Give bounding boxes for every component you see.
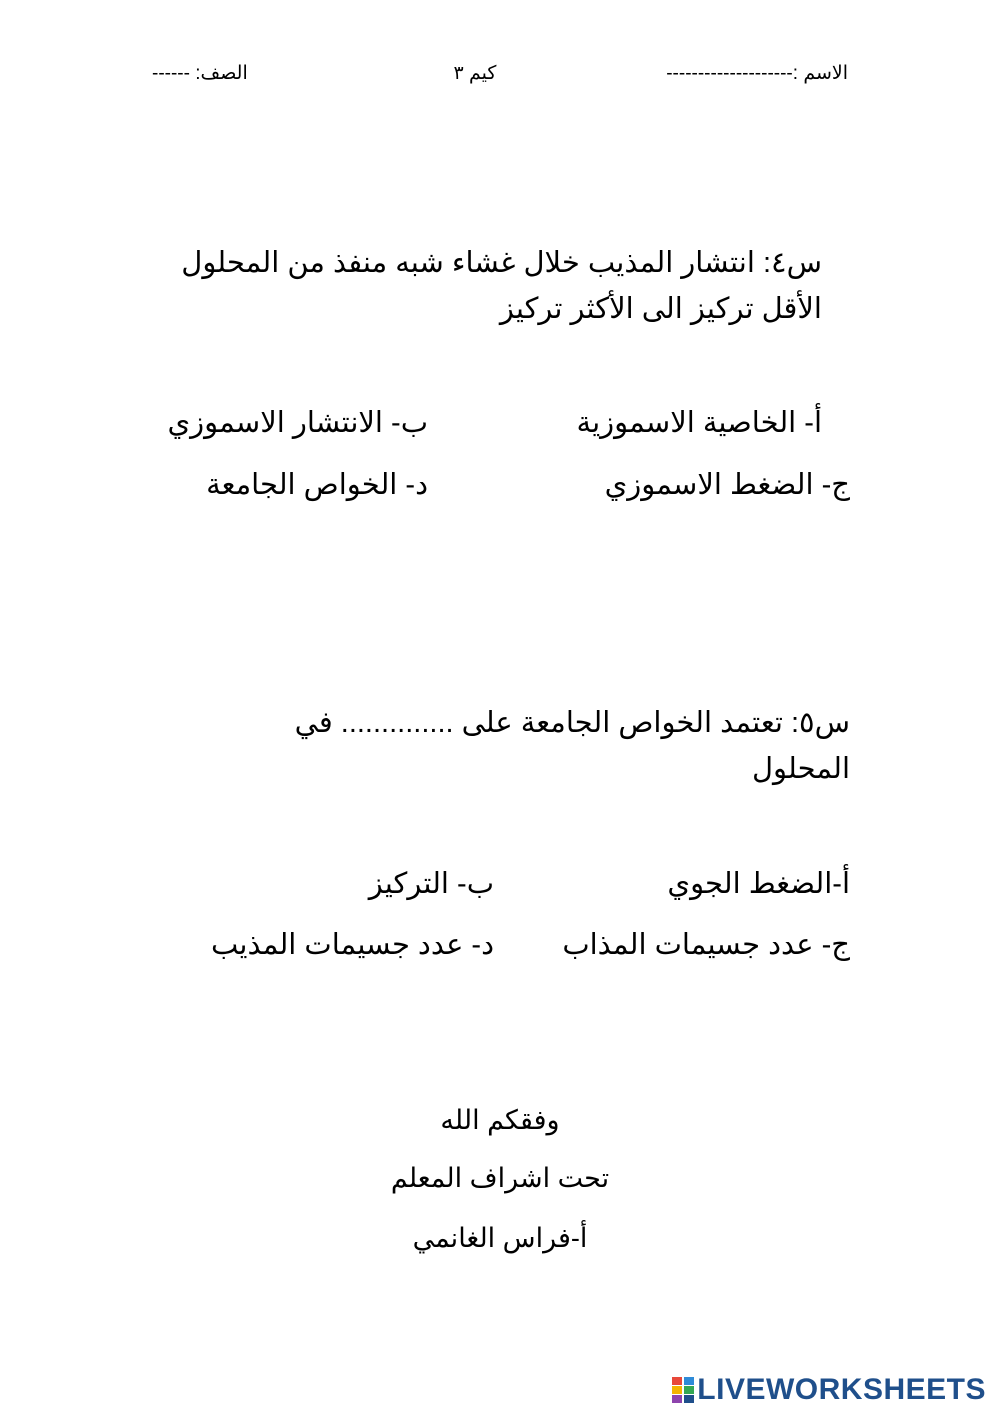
liveworksheets-logo bbox=[672, 1373, 986, 1407]
question-4-option-a[interactable]: أ- الخاصية الاسموزية bbox=[576, 407, 822, 439]
question-5-option-b[interactable]: ب- التركيز bbox=[368, 868, 494, 900]
closing-wish: وفقكم الله bbox=[440, 1105, 560, 1135]
question-4-option-d[interactable]: د- الخواص الجامعة bbox=[206, 469, 428, 501]
class-field: الصف: ------ bbox=[152, 63, 248, 84]
question-4-line-2: الأقل تركيز الى الأكثر تركيز bbox=[499, 293, 822, 325]
question-4-option-c[interactable]: ج- الضغط الاسموزي bbox=[604, 469, 850, 501]
question-5-line-1: س٥: تعتمد الخواص الجامعة على .............. في bbox=[294, 707, 850, 739]
student-name-field: الاسم :-------------------- bbox=[666, 63, 848, 84]
question-5-option-c[interactable]: ج- عدد جسيمات المذاب bbox=[562, 929, 850, 961]
question-5-line-2: المحلول bbox=[751, 753, 850, 785]
question-4-option-b[interactable]: ب- الانتشار الاسموزي bbox=[167, 407, 428, 439]
question-4-line-1: س٤: انتشار المذيب خلال غشاء شبه منفذ من المحلول bbox=[181, 247, 822, 279]
question-5-option-d[interactable]: د- عدد جسيمات المذيب bbox=[210, 929, 494, 961]
supervision-label: تحت اشراف المعلم bbox=[390, 1163, 610, 1193]
question-5-option-a[interactable]: أ-الضغط الجوي bbox=[667, 868, 850, 900]
subject-label: كيم ٣ bbox=[453, 63, 497, 84]
teacher-name: أ-فراس الغانمي bbox=[412, 1223, 588, 1253]
liveworksheets-logo-icon bbox=[672, 1377, 694, 1403]
liveworksheets-logo-text: LIVEWORKSHEETS bbox=[697, 1373, 986, 1406]
